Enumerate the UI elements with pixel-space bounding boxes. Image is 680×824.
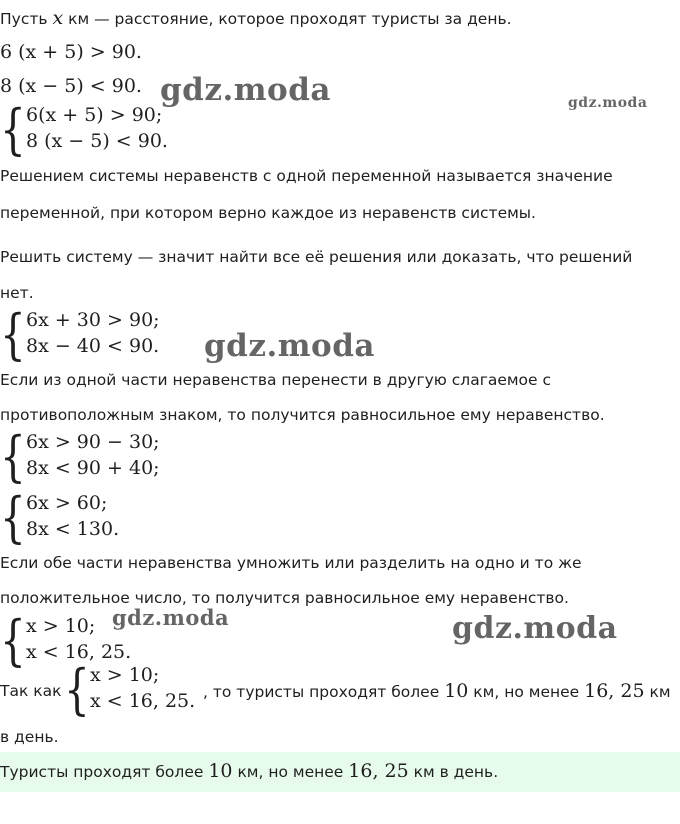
solve-line-2: нет. — [0, 284, 34, 302]
solve-line-1: Решить систему — значит найти все её решения или доказать, что решений — [0, 248, 633, 266]
watermark: gdz.moda — [112, 605, 230, 630]
definition-line-1: Решением системы неравенств с одной переменной называется значение — [0, 167, 613, 185]
intro-text: Пусть x км — расстояние, которое проходят туристы за день. — [0, 7, 512, 29]
watermark: gdz.moda — [160, 72, 331, 108]
brace-icon: { — [0, 486, 26, 549]
answer-text: Туристы проходят более 10 км, но менее 16, 25 км в день. — [0, 760, 499, 782]
watermark: gdz.moda — [452, 611, 618, 646]
brace-icon: { — [64, 658, 90, 721]
rule-1-line-2: противоположным знаком, то получится равносильное ему неравенство. — [0, 406, 605, 424]
since-line-2: в день. — [0, 728, 59, 746]
brace-icon: { — [0, 98, 26, 161]
brace-icon: { — [0, 303, 26, 366]
inequality-1: 6 (x + 5) > 90. — [0, 41, 142, 63]
variable-x: x — [52, 7, 64, 29]
since-prefix: Так как — [0, 682, 62, 700]
brace-icon: { — [0, 425, 26, 488]
inequality-2: 8 (x − 5) < 90. — [0, 75, 142, 97]
watermark: gdz.moda — [204, 328, 375, 364]
rule-2-line-1: Если обе части неравенства умножить или разделить на одно и то же — [0, 554, 582, 572]
since-conclusion: , то туристы проходят более 10 км, но менее 16, 25 км — [203, 680, 671, 702]
rule-2-line-2: положительное число, то получится равносильное ему неравенство. — [0, 589, 569, 607]
brace-icon: { — [0, 609, 26, 672]
watermark: gdz.moda — [568, 95, 648, 111]
rule-1-line-1: Если из одной части неравенства перенести в другую слагаемое с — [0, 371, 552, 389]
definition-line-2: переменной, при котором верно каждое из неравенств системы. — [0, 204, 536, 222]
